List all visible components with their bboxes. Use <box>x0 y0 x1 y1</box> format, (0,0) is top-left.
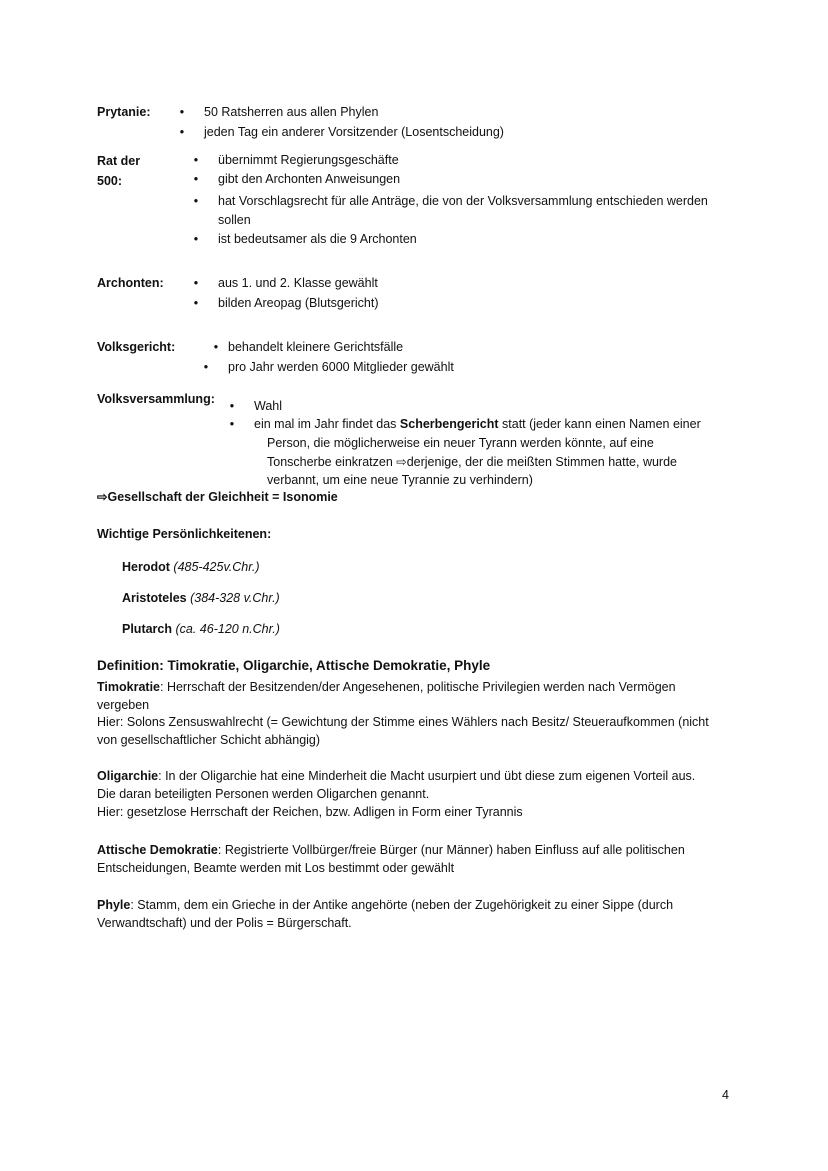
volksversammlung-item <box>254 415 701 433</box>
rat-item: hat Vorschlagsrecht für alle Anträge, die von der Volksversammlung entschieden werden <box>218 194 708 208</box>
definition-term: Oligarchie <box>97 769 159 783</box>
archonten-item: aus 1. und 2. Klasse gewählt <box>218 276 378 290</box>
definition-line: von gesellschaftlicher Schicht abhängig) <box>97 733 321 747</box>
person-name: Aristoteles <box>122 591 187 605</box>
volksgericht-label: Volksgericht: <box>97 340 176 354</box>
person-entry <box>122 620 280 638</box>
person-name: Plutarch <box>122 622 173 636</box>
item-text: ein mal im Jahr findet das <box>254 417 400 431</box>
oligarchie-def <box>97 767 695 785</box>
person-name: Herodot <box>122 560 170 574</box>
scherbengericht-term: Scherbengericht <box>399 417 499 431</box>
bullet: • <box>193 276 199 290</box>
person-dates: (384-328 v.Chr.) <box>190 591 280 605</box>
bullet: • <box>229 417 235 431</box>
definition-text: : In der Oligarchie hat eine Minderheit die Macht usurpiert und übt diese zum eigenen Vorteil aus. <box>158 769 696 783</box>
phyle-def <box>97 896 673 914</box>
volksversammlung-item: Wahl <box>254 399 283 413</box>
page-number: 4 <box>722 1088 729 1102</box>
prytanie-item: 50 Ratsherren aus allen Phylen <box>204 105 379 119</box>
item-continuation: verbannt, um eine neue Tyrannie zu verhindern) <box>267 473 533 487</box>
bullet: • <box>193 194 199 208</box>
definition-line: Verwandtschaft) und der Polis = Bürgerschaft. <box>97 916 352 930</box>
definition-line: Hier: Solons Zensuswahlrecht (= Gewichtung der Stimme eines Wählers nach Besitz/ Steueraufkommen (nicht <box>97 715 709 729</box>
persons-heading: Wichtige Persönlichkeitenen: <box>97 527 272 541</box>
bullet: • <box>179 125 185 139</box>
volksversammlung-label: Volksversammlung: <box>97 392 215 406</box>
rat-item: gibt den Archonten Anweisungen <box>218 172 401 186</box>
rat-item-continuation: sollen <box>218 213 251 227</box>
rat-item: ist bedeutsamer als die 9 Archonten <box>218 232 417 246</box>
archonten-label: Archonten: <box>97 276 164 290</box>
item-continuation: Tonscherbe einkratzen ⇨derjenige, der die meißten Stimmen hatte, wurde <box>267 455 677 469</box>
bullet: • <box>229 399 235 413</box>
rat-item: übernimmt Regierungsgeschäfte <box>218 153 399 167</box>
bullet: • <box>193 172 199 186</box>
definition-term: Attische Demokratie <box>97 843 218 857</box>
item-text: statt (jeder kann einen Namen einer <box>498 417 701 431</box>
person-dates: (ca. 46-120 n.Chr.) <box>175 622 280 636</box>
definition-line: Hier: gesetzlose Herrschaft der Reichen, bzw. Adligen in Form einer Tyrannis <box>97 805 523 819</box>
person-entry <box>122 589 280 607</box>
volksgericht-item: pro Jahr werden 6000 Mitglieder gewählt <box>228 360 454 374</box>
attische-def <box>97 841 685 859</box>
bullet: • <box>179 105 185 119</box>
definition-line: vergeben <box>97 698 150 712</box>
definition-text: : Herrschaft der Besitzenden/der Angesehenen, politische Privilegien werden nach Vermögen <box>160 680 676 694</box>
bullet: • <box>193 153 199 167</box>
definitions-title: Definition: Timokratie, Oligarchie, Attische Demokratie, Phyle <box>97 658 491 673</box>
item-continuation: Person, die möglicherweise ein neuer Tyrann werden könnte, auf eine <box>267 436 654 450</box>
definition-text: : Registrierte Vollbürger/freie Bürger (nur Männer) haben Einfluss auf alle politischen <box>217 843 685 857</box>
person-dates: (485-425v.Chr.) <box>173 560 260 574</box>
prytanie-item: jeden Tag ein anderer Vorsitzender (Losentscheidung) <box>204 125 504 139</box>
definition-line: Entscheidungen, Beamte werden mit Los bestimmt oder gewählt <box>97 861 455 875</box>
definition-text: : Stamm, dem ein Grieche in der Antike angehörte (neben der Zugehörigkeit zu einer Sippe (durch <box>130 898 674 912</box>
person-entry <box>122 558 260 576</box>
conclusion: ⇨Gesellschaft der Gleichheit = Isonomie <box>97 490 338 504</box>
bullet: • <box>193 232 199 246</box>
definition-line: Die daran beteiligten Personen werden Oligarchen genannt. <box>97 787 430 801</box>
definition-term: Timokratie <box>97 680 160 694</box>
rat-label-line2: 500: <box>97 174 123 188</box>
volksgericht-item: behandelt kleinere Gerichtsfälle <box>228 340 404 354</box>
definition-term: Phyle <box>97 898 131 912</box>
bullet: • <box>213 340 219 354</box>
archonten-item: bilden Areopag (Blutsgericht) <box>218 296 379 310</box>
prytanie-label: Prytanie: <box>97 105 151 119</box>
timokratie-def <box>97 678 676 696</box>
bullet: • <box>193 296 199 310</box>
bullet: • <box>203 360 209 374</box>
rat-label-line1: Rat der <box>97 154 141 168</box>
